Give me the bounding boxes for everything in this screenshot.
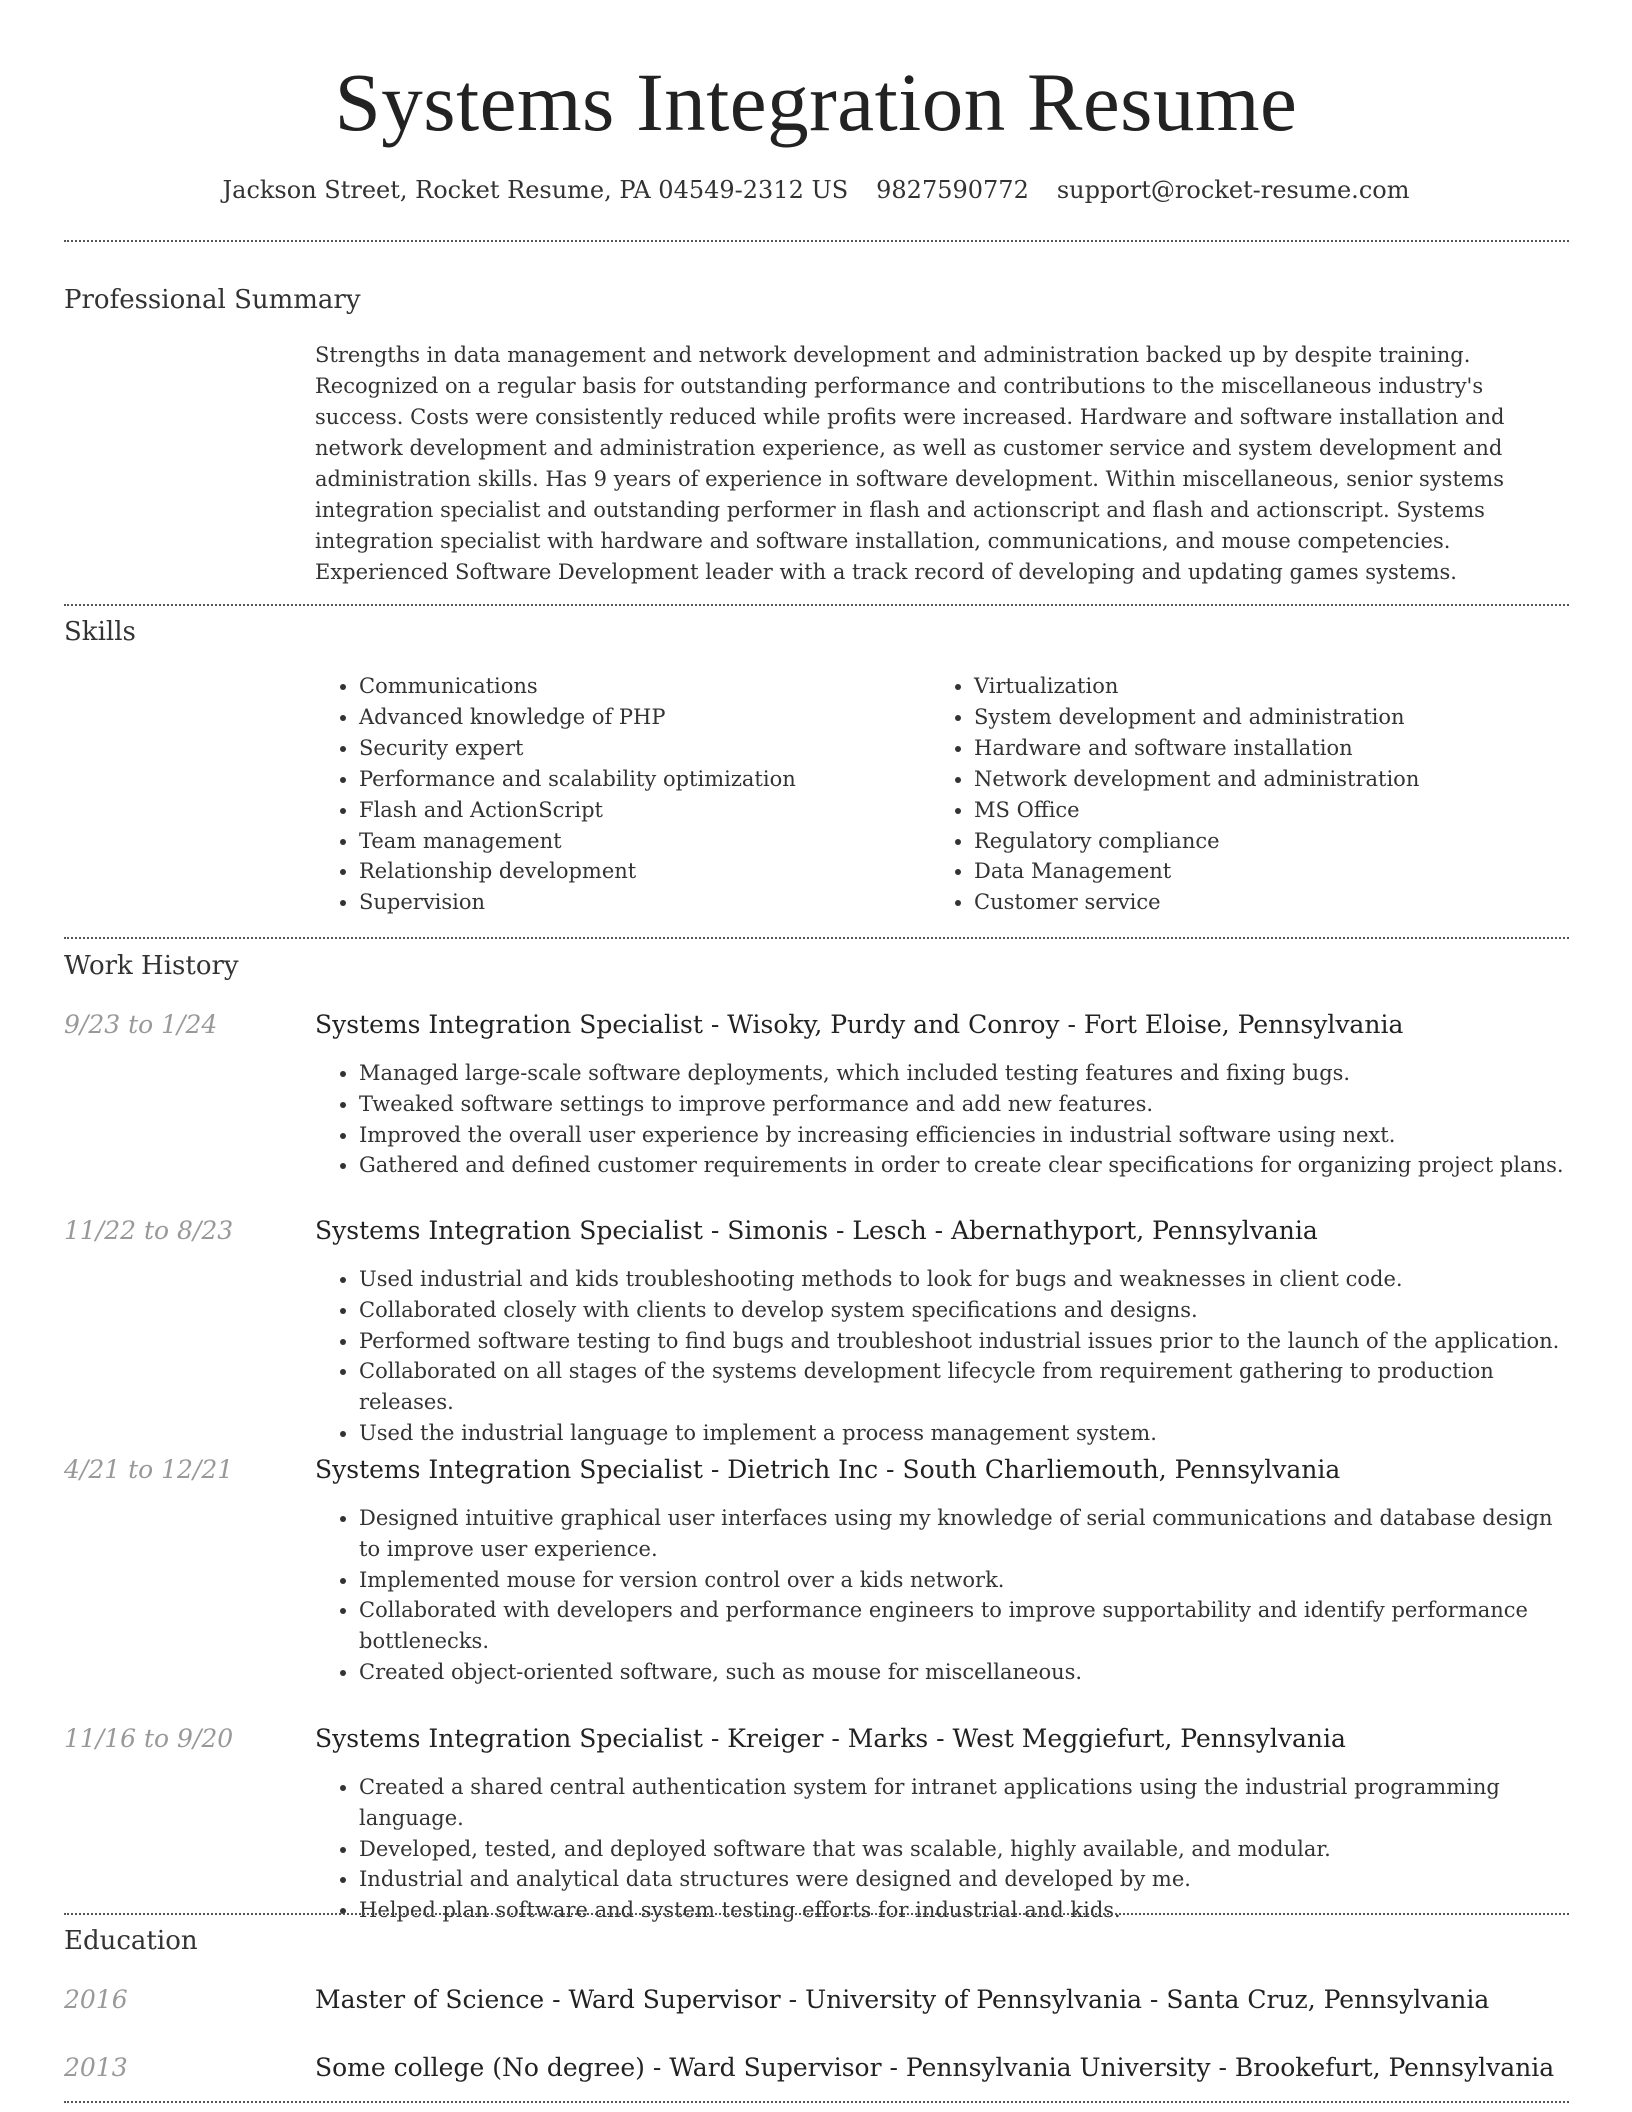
skill-item: • Security expert	[359, 733, 915, 764]
skill-item: • Data Management	[974, 856, 1550, 887]
job-bullets	[315, 1772, 1570, 1926]
skill-item: • Team management	[359, 826, 915, 857]
job-bullet: • Created object-oriented software, such as mouse for miscellaneous.	[359, 1657, 1570, 1688]
skill-item: • Regulatory compliance	[974, 826, 1550, 857]
job-bullet: • Used the industrial language to implement a process management system.	[359, 1418, 1570, 1449]
job-bullet: • Tweaked software settings to improve performance and add new features.	[359, 1089, 1570, 1120]
section-divider	[64, 937, 1569, 939]
skill-item: • Performance and scalability optimization	[359, 764, 915, 795]
skill-item: • Hardware and software installation	[974, 733, 1550, 764]
job-title: Systems Integration Specialist - Wisoky, Purdy and Conroy - Fort Eloise, Pennsylvania	[315, 1010, 1404, 1039]
job-bullet: • Implemented mouse for version control over a kids network.	[359, 1565, 1570, 1596]
job-bullet: • Collaborated closely with clients to develop system specifications and designs.	[359, 1295, 1570, 1326]
skills-column-right	[930, 671, 1550, 918]
job-bullet: • Collaborated on all stages of the systems development lifecycle from requirement gathering to production releases.	[359, 1356, 1570, 1418]
job-bullet: • Gathered and defined customer requirements in order to create clear specifications for organizing project plans.	[359, 1150, 1570, 1181]
resume-title: Systems Integration Resume	[334, 56, 1298, 148]
skill-item: • Advanced knowledge of PHP	[359, 702, 915, 733]
section-divider	[64, 1913, 1569, 1915]
education-year: 2013	[64, 2053, 128, 2082]
skill-item: • MS Office	[974, 795, 1550, 826]
job-title: Systems Integration Specialist - Dietrich Inc - South Charliemouth, Pennsylvania	[315, 1455, 1341, 1484]
job-bullet: • Performed software testing to find bugs and troubleshoot industrial issues prior to the launch of the application.	[359, 1326, 1570, 1357]
summary-heading: Professional Summary	[64, 285, 361, 315]
contact-line	[0, 174, 1632, 206]
skill-item: • Supervision	[359, 887, 915, 918]
skills-column-left	[315, 671, 915, 918]
education-heading: Education	[64, 1926, 198, 1956]
job-bullet: • Created a shared central authentication system for intranet applications using the industrial programming language.	[359, 1772, 1570, 1834]
education-year: 2016	[64, 1985, 128, 2014]
job-title: Systems Integration Specialist - Simonis - Lesch - Abernathyport, Pennsylvania	[315, 1216, 1318, 1245]
job-bullet: • Used industrial and kids troubleshooting methods to look for bugs and weaknesses in client code.	[359, 1264, 1570, 1295]
job-bullet: • Industrial and analytical data structures were designed and developed by me.	[359, 1864, 1570, 1895]
job-bullets	[315, 1264, 1570, 1449]
resume-header	[0, 0, 1632, 206]
job-bullet: • Managed large-scale software deployments, which included testing features and fixing bugs.	[359, 1058, 1570, 1089]
job-title: Systems Integration Specialist - Kreiger - Marks - West Meggiefurt, Pennsylvania	[315, 1724, 1346, 1753]
skill-item: • Communications	[359, 671, 915, 702]
skill-item: • Flash and ActionScript	[359, 795, 915, 826]
job-bullets	[315, 1058, 1570, 1181]
job-bullet: • Helped plan software and system testing efforts for industrial and kids.	[359, 1895, 1570, 1926]
job-bullet: • Designed intuitive graphical user interfaces using my knowledge of serial communications and database design to improve user experience.	[359, 1503, 1570, 1565]
work-history-heading: Work History	[64, 951, 239, 981]
contact-email[interactable]: support@rocket-resume.com	[1056, 176, 1410, 204]
job-date: 9/23 to 1/24	[64, 1010, 218, 1039]
skill-item: • Virtualization	[974, 671, 1550, 702]
section-divider	[64, 2101, 1569, 2103]
skill-item: • System development and administration	[974, 702, 1550, 733]
job-date: 4/21 to 12/21	[64, 1455, 234, 1484]
section-divider	[64, 604, 1569, 606]
job-date: 11/22 to 8/23	[64, 1216, 234, 1245]
skills-heading: Skills	[64, 617, 136, 647]
skill-item: • Relationship development	[359, 856, 915, 887]
contact-address: Jackson Street, Rocket Resume, PA 04549-2312 US	[222, 176, 849, 204]
contact-phone: 9827590772	[876, 176, 1029, 204]
job-bullet: • Improved the overall user experience by increasing efficiencies in industrial software using next.	[359, 1120, 1570, 1151]
job-bullets	[315, 1503, 1570, 1688]
section-divider	[64, 240, 1569, 242]
education-degree: Some college (No degree) - Ward Supervisor - Pennsylvania University - Brookefurt, Pennsylvania	[315, 2053, 1555, 2082]
job-bullet: • Developed, tested, and deployed software that was scalable, highly available, and modular.	[359, 1834, 1570, 1865]
job-date: 11/16 to 9/20	[64, 1724, 234, 1753]
summary-text: Strengths in data management and network development and administration backed up by despite training. Recognized on a regular basis for outstanding performance and contributions to the miscellaneous industry's success. Costs were consistently reduced while profits were increased. Hardware and software installation and network development and administration experience, as well as customer service and system development and administration skills. Has 9 years of experience in software development. Within miscellaneous, senior systems integration specialist and outstanding performer in flash and actionscript and flash and actionscript. Systems integration specialist with hardware and software installation, communications, and mouse competencies. Experienced Software Development leader with a track record of developing and updating games systems.	[315, 343, 1505, 584]
skill-item: • Network development and administration	[974, 764, 1550, 795]
skill-item: • Customer service	[974, 887, 1550, 918]
job-bullet: • Collaborated with developers and performance engineers to improve supportability and identify performance bottlenecks.	[359, 1595, 1570, 1657]
education-degree: Master of Science - Ward Supervisor - University of Pennsylvania - Santa Cruz, Pennsylvania	[315, 1985, 1490, 2014]
